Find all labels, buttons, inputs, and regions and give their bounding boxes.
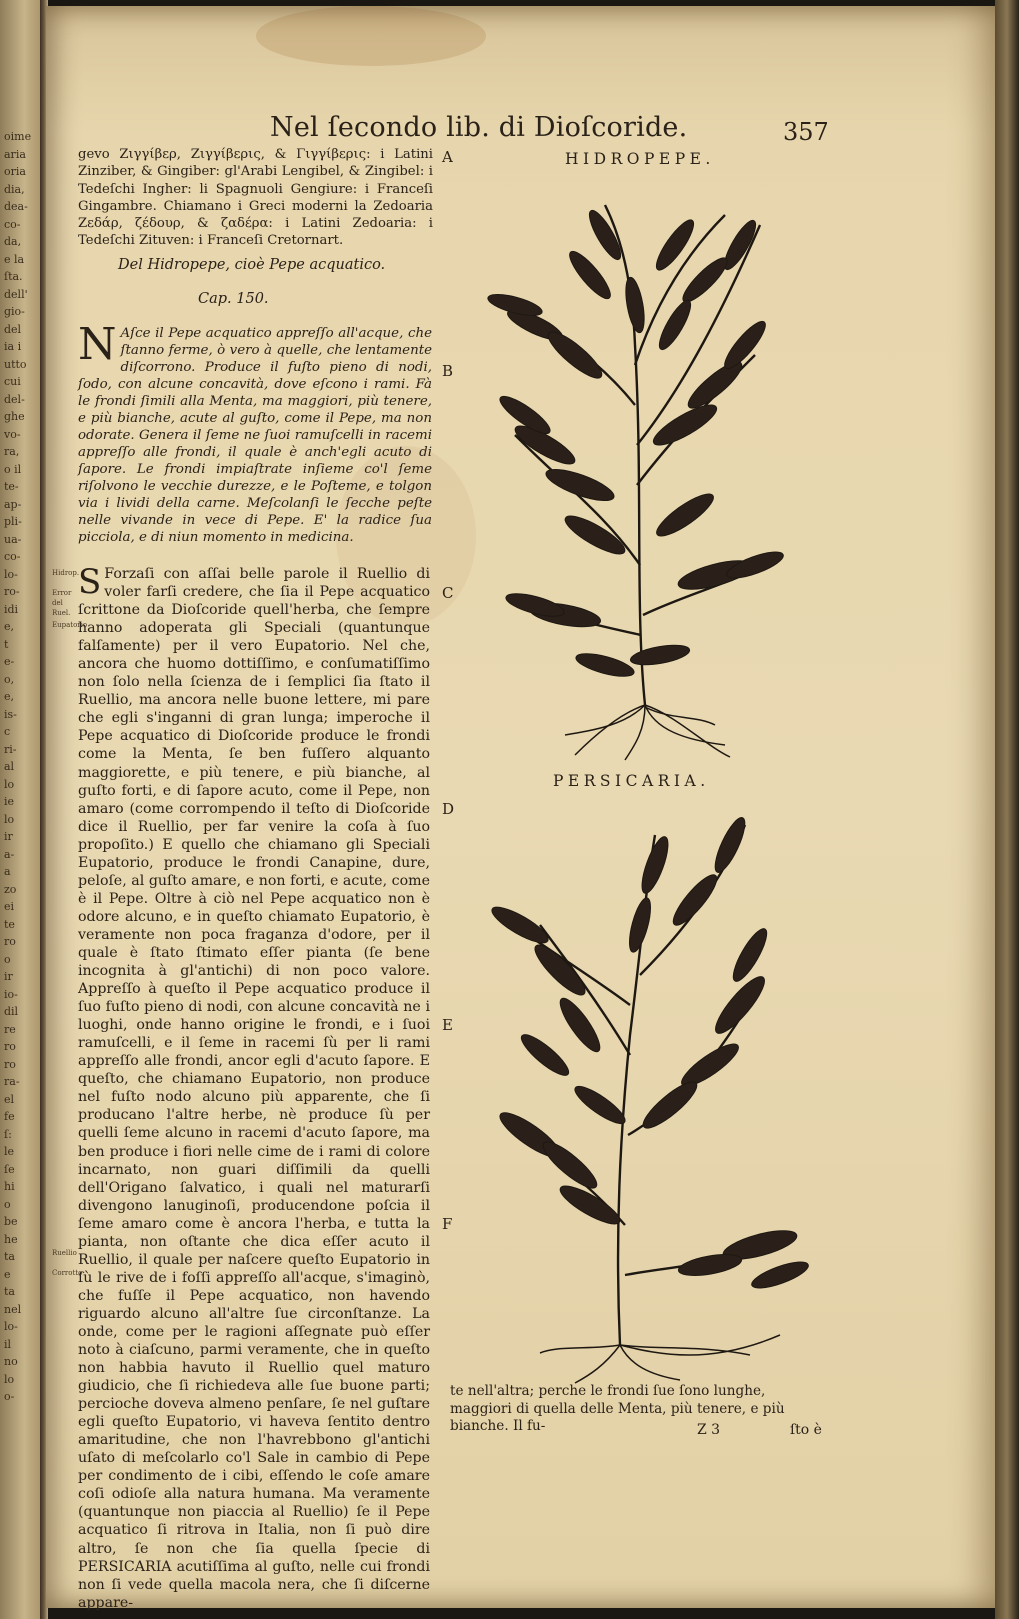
hidropepe-woodcut — [485, 185, 815, 765]
previous-page-fragment: ghe — [4, 410, 25, 423]
section-letter: E — [442, 1016, 453, 1034]
leaf-shape — [710, 814, 751, 875]
previous-page-fragment: dia, — [4, 182, 25, 196]
leaf-shape — [561, 510, 629, 560]
continuation-text: te nell'altra; perche le frondi ſue ſono lunghe, maggiori di quella delle Menta, più tenere, e più bianche. Il fu- — [450, 1383, 785, 1434]
leaf-shape — [564, 247, 615, 304]
leaf-shape — [649, 398, 721, 451]
catchword: ſto è — [790, 1422, 822, 1438]
previous-page-fragment: ir — [4, 830, 13, 843]
previous-page-fragment: ua- — [4, 532, 22, 546]
commentary-dropcap: S — [78, 562, 102, 602]
previous-page-fragment: al — [4, 760, 15, 773]
water-stain — [256, 6, 486, 66]
section-letter: B — [442, 362, 454, 380]
previous-page-fragment: no — [4, 1355, 18, 1368]
leaf-shape — [538, 1136, 602, 1194]
previous-page-fragment: utto — [4, 357, 27, 371]
previous-page-fragment: lo — [4, 812, 15, 826]
previous-page-fragment: oria — [4, 165, 26, 178]
commentary-text: Forzaſi con aſſai belle parole il Ruellio di voler farſi credere, che ſia il Pepe acquatico ſcrittone da Dioſcoride quell'herba, che ſempre hanno adoperata gli Speciali (quantunque falſamente) per il vero Eupatorio. Nel che, ancora che huomo dottiſſimo, e conſumatiſſimo non ſolo nella ſcienza de i ſemplici ſia ſtato il Ruellio, ma ancora nelle buone lettere, mi pare che egli s'inganni di gran lunga; imperoche il Pepe acquatico di Dioſcoride produce le frondi come la Menta, ſe ben fuſſero alquanto maggiorette, e più tenere, e più bianche, al guſto forti, e di ſapore acuto, come il Pepe, non amaro (come corrompendo il teſto di Dioſcoride dice il Ruellio, per far venire la coſa à ſuo propoſito.) E quello che chiamano gli Speciali Eupatorio, produce le frondi Canapine, dure, peloſe, al guſto amare, e non forti, e acute, come è il Pepe. Oltre à ciò nel Pepe acquatico non è odore alcuno, e in queſto chiamato Eupatorio, è veramente non poca fraganza d'odore, per il quale è ſtato ſtimato eſſer pianta (ſe bene incognita à gl'antichi) di non poco valore. Appreſſo à queſto il Pepe acquatico produce il ſuo fuſto pieno di nodi, con alcune concavità ne i luoghi, onde hanno origine le frondi, e i ſuoi ramuſcelli, e il ſeme in racemi ſù per li rami appreſſo alle frondi, ancor egli d'acuto ſapore. E queſto, che chiamano Eupatorio, non produce nel fuſto nodo alcuno più apparente, che ſi producano l'altre herbe, nè produce ſù per quelli ſeme alcuno in racemi d'acuto ſapore, ma ben produce i fiori nelle cime de i rami di colore incarnato, non guari diſſimili da quelli dell'Origano ſalvatico, i quali nel maturarſi divengono lanuginoſi, producendone poſcia il ſeme amaro come è ancora l'herba, e tutta la pianta, non oſtante che dica eſſer acuto il Ruellio, il quale per naſcere queſto Eupatorio in ſù le rive de i foſſi appreſſo all'acque, s'imaginò, che fuſſe il Pepe acquatico, non havendo riguardo alcuno all'altre ſue circonſtanze. La onde, come per le ragioni aſſegnate può eſſer noto à ciaſcuno, parmi veramente, che in queſto non habbia havuto il Ruellio quel maturo giudicio, che ſi richiedeva alle ſue buone parti; percioche doveva almeno penſare, ſe nel guſtare egli queſto Eupatorio, vi haveva ſentito dentro amaritudine, che non l'havrebbono gl'antichi uſato di meſcolarlo co'l Sale in cambio di Pepe per condimento de i cibi, eſſendo le coſe amare coſi odioſe alla natura humana. Ma veramente (quantunque non piaccia al Ruellio) ſe il Pepe acquatico ſi ritrova in Italia, non ſi può dire altro, ſe non che ſia quella ſpecie di PERSICARIA acutiſſima al guſto, nelle cui frondi non ſi vede quella macola nera, che ſi diſcerne appare- — [78, 566, 430, 1611]
signature-mark: Z 3 — [697, 1422, 721, 1438]
previous-page-fragment: be — [4, 1215, 18, 1228]
previous-page-fragment: da, — [4, 235, 22, 248]
previous-page-fragment: ei — [4, 900, 15, 913]
previous-page-fragment: is- — [4, 707, 17, 721]
previous-page-fragment: co- — [4, 217, 21, 231]
previous-page-fragment: ir — [4, 970, 13, 983]
leaf-shape — [709, 971, 771, 1039]
previous-page-fragment: hi — [4, 1180, 15, 1193]
previous-page-fragment: co- — [4, 550, 21, 563]
previous-page-fragment: e — [4, 1267, 11, 1281]
leaf-shape — [638, 1076, 702, 1134]
chapter-number: Cap. 150. — [198, 291, 269, 307]
leaf-shape — [584, 207, 626, 263]
leaf-shape — [543, 463, 618, 507]
commentary-block — [78, 562, 430, 1612]
previous-page-fragment: oime — [4, 130, 32, 143]
previous-page-fragment: dell' — [4, 287, 28, 301]
section-letter: A — [442, 148, 453, 166]
previous-page-fragment: ro- — [4, 585, 20, 598]
previous-page-fragment: io- — [4, 987, 18, 1001]
page-right-edge — [995, 0, 1019, 1619]
previous-page-fragment: ſ: — [4, 1127, 12, 1141]
previous-page-fragment: gio- — [4, 305, 25, 318]
chapter-text-block — [78, 319, 432, 546]
previous-page-fragment: vo- — [4, 427, 21, 441]
side-note: Ruellio — [52, 1249, 77, 1257]
previous-page-fragment: ra- — [4, 1075, 20, 1088]
leaf-shape — [622, 276, 647, 334]
previous-page-fragment: he — [4, 1232, 18, 1246]
previous-page-fragment: del- — [4, 392, 25, 406]
previous-page-fragment: ap- — [4, 497, 22, 511]
previous-page-fragment: te — [4, 917, 15, 931]
leaf-shape — [625, 896, 655, 954]
previous-page-fragment: el — [4, 1092, 15, 1106]
leaf-shape — [574, 649, 636, 681]
side-note: Eupatorio — [52, 621, 88, 629]
leaf-shape — [571, 1081, 630, 1129]
previous-page-fragment: dil — [4, 1005, 19, 1018]
leaf-shape — [488, 901, 552, 949]
previous-page-fragment: zo — [4, 882, 17, 896]
previous-page-fragment: o il — [4, 462, 22, 476]
previous-page-fragment: idi — [4, 602, 19, 616]
previous-page-fragment: a — [4, 865, 11, 878]
leaf-shape — [677, 1251, 743, 1280]
previous-page-fragment: ra, — [4, 445, 20, 458]
previous-page-fragment: e, — [4, 690, 15, 703]
previous-page-fragment: o — [4, 1197, 11, 1211]
previous-page-fragment: te- — [4, 480, 19, 493]
previous-page-fragment: il — [4, 1337, 12, 1351]
previous-page-fragment: del — [4, 322, 22, 336]
previous-page-fragment: t — [4, 637, 9, 651]
leaf-shape — [637, 834, 673, 896]
previous-page-fragment: aria — [4, 147, 26, 161]
leaf-shape — [651, 216, 699, 275]
previous-page-fragment: ta — [4, 1285, 15, 1298]
previous-page-fragment: o — [4, 952, 11, 966]
intro-text: gevo Ζιγγίβερ, Ζιγγίβερις, & Γιγγίβερις: i Latini Zinziber, & Gingiber: gl'Arabi Lengibel, & Zingibel: i Tedeſchi Ingher: li Spagnuoli Gengiure: i Franceſi Gingambre. Chiamano i Greci moderni la Zedoaria Ζεδάρ, ζέδουρ, & ζαδέρα: i Latini Zedoaria: i Tedeſchi Zituven: i Franceſi Cretornart. — [78, 147, 433, 249]
leaf-shape — [668, 870, 723, 931]
leaf-shape — [629, 642, 691, 669]
previous-page-fragment: nel — [4, 1302, 22, 1316]
previous-page-fragment: ta — [4, 1250, 15, 1263]
previous-page-fragment: pli- — [4, 515, 22, 528]
side-note: Corrotto — [52, 1269, 83, 1277]
previous-page-fragment: lo — [4, 1372, 15, 1386]
previous-page-fragment: e la — [4, 252, 25, 266]
previous-page-fragment: e- — [4, 655, 15, 668]
persicaria-woodcut — [480, 805, 820, 1385]
side-note: Error del Ruel. — [52, 589, 72, 617]
leaf-shape — [517, 1029, 574, 1080]
previous-page-fragment: cui — [4, 375, 21, 388]
previous-page-fragment: ro — [4, 935, 16, 948]
previous-page-fragment: ia i — [4, 340, 22, 353]
chapter-title: Del Hidropepe, cioè Pepe acquatico. — [118, 257, 386, 273]
section-letter: F — [442, 1215, 453, 1233]
previous-page-fragment: o- — [4, 1390, 15, 1403]
leaf-shape — [728, 925, 773, 985]
chapter-dropcap: N — [78, 319, 117, 370]
previous-page-fragment: re — [4, 1022, 16, 1036]
previous-page-fragment: le — [4, 1145, 15, 1158]
previous-page-fragment: ro — [4, 1040, 16, 1053]
chapter-text: Aſce il Pepe acquatico appreſſo all'acque, che ſtanno ferme, ò vero à quelle, che lentamente diſcorrono. Produce il fuſto pieno di nodi, ſodo, con alcune concavità, dove eſcono i rami. Fà le frondi ſimili alla Menta, ma maggiori, più tenere, e più bianche, acute al guſto, come il Pepe, ma non odorate. Genera il ſeme ne ſuoi ramuſcelli in racemi appreſſo alle frondi, il quale è anch'egli acuto di ſapore. Le frondi impiaſtrate inſieme co'l ſeme riſolvono le vecchie durezze, e le Poſteme, e tolgon via i lividi della carne. Meſcolanſi le ſecche peſte nelle vivande in vece di Pepe. E' la radice ſua picciola, e di niun momento in medicina. — [78, 326, 432, 545]
previous-page-fragment: lo- — [4, 1320, 18, 1333]
section-letter: C — [442, 584, 454, 602]
intro-paragraph — [78, 146, 433, 250]
previous-page-fragment: fe — [4, 1110, 15, 1123]
previous-page-fragment: ri- — [4, 742, 17, 756]
previous-page-fragment: e, — [4, 620, 15, 633]
previous-page-fragment: a- — [4, 847, 15, 861]
previous-page-fragment: ie — [4, 795, 15, 808]
previous-page-edge — [0, 0, 44, 1619]
previous-page-fragment: lo — [4, 777, 15, 791]
section-letter: D — [442, 800, 455, 818]
page-number: 357 — [783, 118, 829, 146]
previous-page-fragment: ſe — [4, 1162, 15, 1176]
illustration-caption-hidropepe: HIDROPEPE. — [565, 150, 715, 168]
previous-page-fragment: dea- — [4, 200, 28, 213]
previous-page-fragment: o, — [4, 672, 15, 686]
leaf-shape — [543, 326, 607, 384]
side-note: Hidrop. — [52, 569, 80, 577]
previous-page-fragment: ro — [4, 1057, 16, 1071]
running-title: Nel ſecondo lib. di Dioſcoride. — [270, 112, 688, 143]
previous-page-fragment: lo- — [4, 567, 18, 581]
previous-page-fragment: ſta. — [4, 270, 23, 283]
leaf-shape — [749, 1257, 811, 1293]
leaf-shape — [652, 488, 719, 543]
illustration-caption-persicaria: PERSICARIA. — [553, 772, 710, 790]
previous-page-fragment: c — [4, 725, 11, 738]
